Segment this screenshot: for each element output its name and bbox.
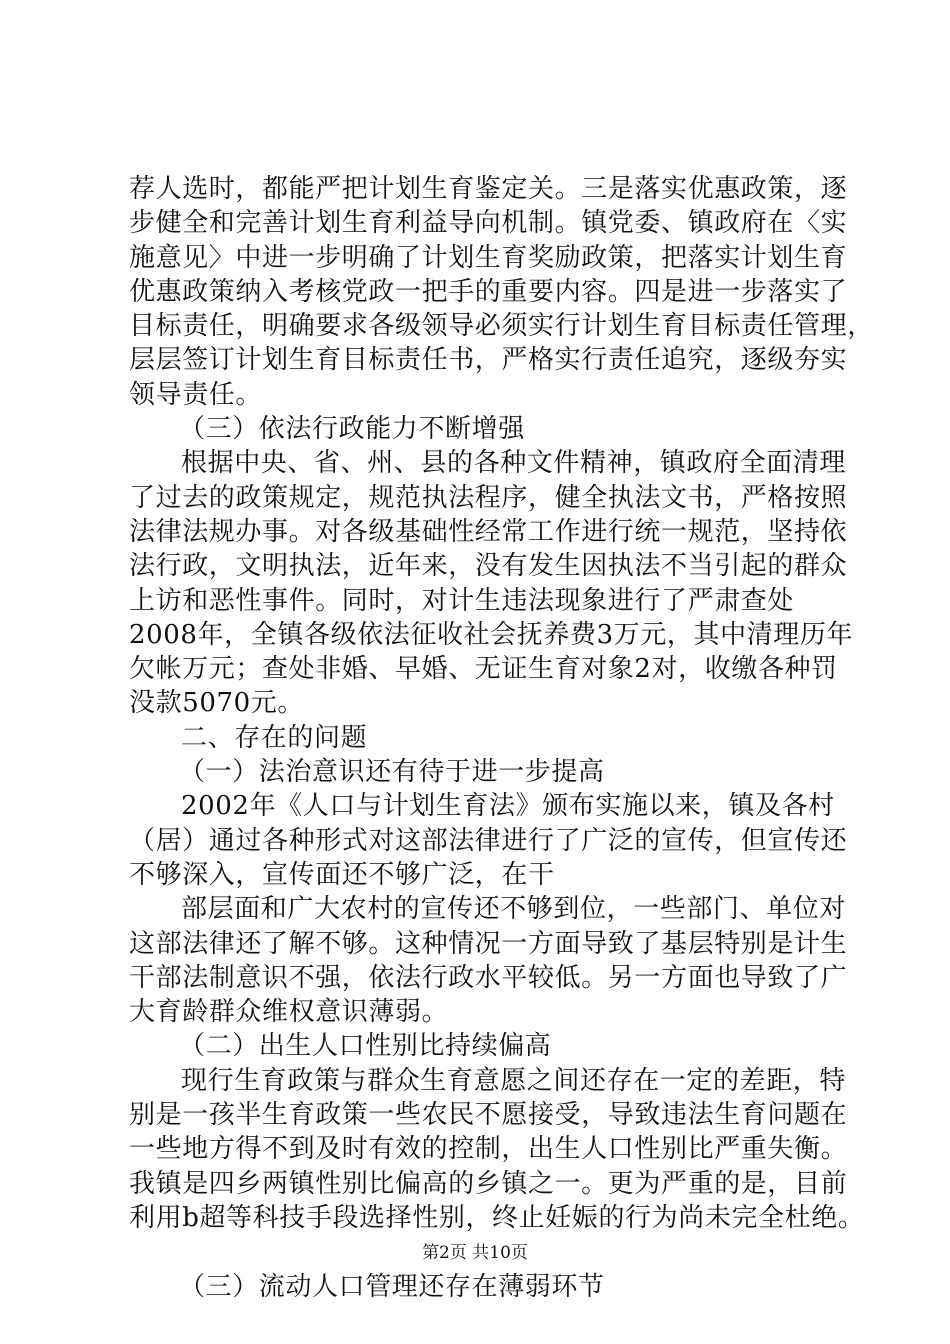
paragraph-line: 利用b超等科技手段选择性别，终止妊娠的行为尚未完全杜绝。 (129, 1202, 865, 1233)
section-heading: （二）出生人口性别比持续偏高 (179, 1031, 552, 1062)
paragraph-line: 荐人选时，都能严把计划生育鉴定关。三是落实优惠政策，逐 (129, 174, 848, 204)
paragraph-line: 领导责任。 (129, 379, 263, 410)
paragraph-line: 别是一孩半生育政策一些农民不愿接受，导致违法生育问题在 (129, 1100, 848, 1131)
paragraph-line: 干部法制意识不强，依法行政水平较低。另一方面也导致了广 (129, 962, 848, 993)
paragraph-line: 不够深入，宣传面还不够广泛，在干 (129, 859, 555, 890)
paragraph-line: 一些地方得不到及时有效的控制，出生人口性别比严重失衡。 (129, 1134, 848, 1165)
paragraph-line: 施意见〉中进一步明确了计划生育奖励政策，把落实计划生育 (129, 242, 848, 273)
paragraph-line: 法行政，文明执法，近年来，没有发生因执法不当引起的群众 (129, 551, 848, 582)
paragraph-line: 欠帐万元；查处非婚、早婚、无证生育对象2对，收缴各种罚 (129, 654, 838, 685)
paragraph-line: 部层面和广大农村的宣传还不够到位，一些部门、单位对 (181, 894, 847, 925)
paragraph-line: 没款5070元。 (129, 688, 304, 719)
paragraph-line: 2008年，全镇各级依法征收社会抚养费3万元，其中清理历年 (129, 619, 854, 650)
paragraph-line: 这部法律还了解不够。这种情况一方面导致了基层特别是计生 (129, 928, 848, 959)
paragraph-line: 我镇是四乡两镇性别比偏高的乡镇之一。更为严重的是，目前 (129, 1168, 848, 1199)
paragraph-line: 了过去的政策规定，规范执法程序，健全执法文书，严格按照 (129, 482, 848, 513)
paragraph-line: 目标责任，明确要求各级领导必须实行计划生育目标责任管理， (129, 311, 874, 342)
paragraph-line: 大育龄群众维权意识薄弱。 (129, 997, 449, 1028)
paragraph-line: （居）通过各种形式对这部法律进行了广泛的宣传，但宣传还 (129, 825, 848, 856)
section-heading: （三）流动人口管理还存在薄弱环节 (179, 1272, 605, 1303)
section-heading: （一）法治意识还有待于进一步提高 (179, 757, 605, 788)
paragraph-line: 步健全和完善计划生育利益导向机制。镇党委、镇政府在〈实 (129, 208, 848, 239)
document-body (129, 172, 874, 1305)
paragraph-line: 优惠政策纳入考核党政一把手的重要内容。四是进一步落实了 (129, 276, 848, 307)
section-heading: 二、存在的问题 (181, 722, 368, 753)
paragraph-line: 现行生育政策与群众生育意愿之间还存在一定的差距，特 (181, 1065, 847, 1096)
paragraph-line: 2002年《人口与计划生育法》颁布实施以来，镇及各村 (181, 791, 835, 822)
page-number-footer: 第2页 共10页 (422, 1243, 528, 1263)
paragraph-line: 根据中央、省、州、县的各种文件精神，镇政府全面清理 (181, 448, 847, 479)
section-heading: （三）依法行政能力不断增强 (179, 414, 525, 445)
paragraph-line: 层层签订计划生育目标责任书，严格实行责任追究，逐级夯实 (129, 345, 848, 376)
paragraph-line: 法律法规办事。对各级基础性经常工作进行统一规范，坚持依 (129, 516, 848, 547)
paragraph-line: 上访和恶性事件。同时，对计生违法现象进行了严肃查处 (129, 585, 795, 616)
